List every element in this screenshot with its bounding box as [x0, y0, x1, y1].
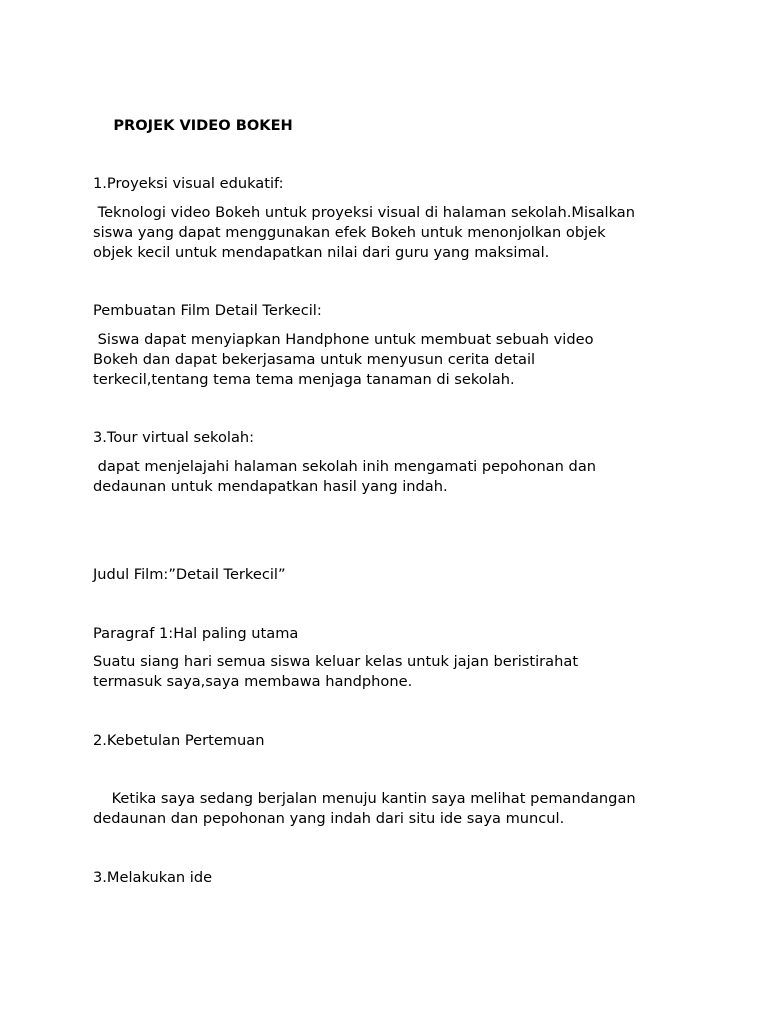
heading-tour-virtual: 3.Tour virtual sekolah: [93, 429, 255, 446]
paragraph-pembuatan-film: Siswa dapat menyiapkan Handphone untuk membuat sebuah video Bokeh dan dapat bekerjasama untuk menyusun cerita detail terkecil,tentang tema tema menjaga tanaman di sekolah. [93, 331, 594, 388]
paragraph-tour-virtual: dapat menjelajahi halaman sekolah inih mengamati pepohonan dan dedaunan untuk mendapatkan hasil yang indah. [93, 458, 597, 495]
film-title: Judul Film:”Detail Terkecil” [93, 566, 286, 583]
heading-paragraf-1: Paragraf 1:Hal paling utama [93, 625, 299, 642]
paragraph-kebetulan-pertemuan: Ketika saya sedang berjalan menuju kantin saya melihat pemandangan dedaunan dan pepohonan yang indah dari situ ide saya muncul. [93, 790, 636, 827]
paragraph-proyeksi-visual: Teknologi video Bokeh untuk proyeksi visual di halaman sekolah.Misalkan siswa yang dapat menggunakan efek Bokeh untuk menonjolkan objek objek kecil untuk mendapatkan nilai dari guru yang maksimal. [93, 204, 635, 261]
heading-proyeksi-visual: 1.Proyeksi visual edukatif: [93, 175, 284, 192]
heading-kebetulan-pertemuan: 2.Kebetulan Pertemuan [93, 732, 265, 749]
heading-pembuatan-film: Pembuatan Film Detail Terkecil: [93, 302, 322, 319]
document-title: PROJEK VIDEO BOKEH [93, 117, 293, 134]
heading-melakukan-ide: 3.Melakukan ide [93, 869, 213, 886]
paragraph-paragraf-1: Suatu siang hari semua siswa keluar kelas untuk jajan beristirahat termasuk saya,saya membawa handphone. [93, 653, 579, 690]
